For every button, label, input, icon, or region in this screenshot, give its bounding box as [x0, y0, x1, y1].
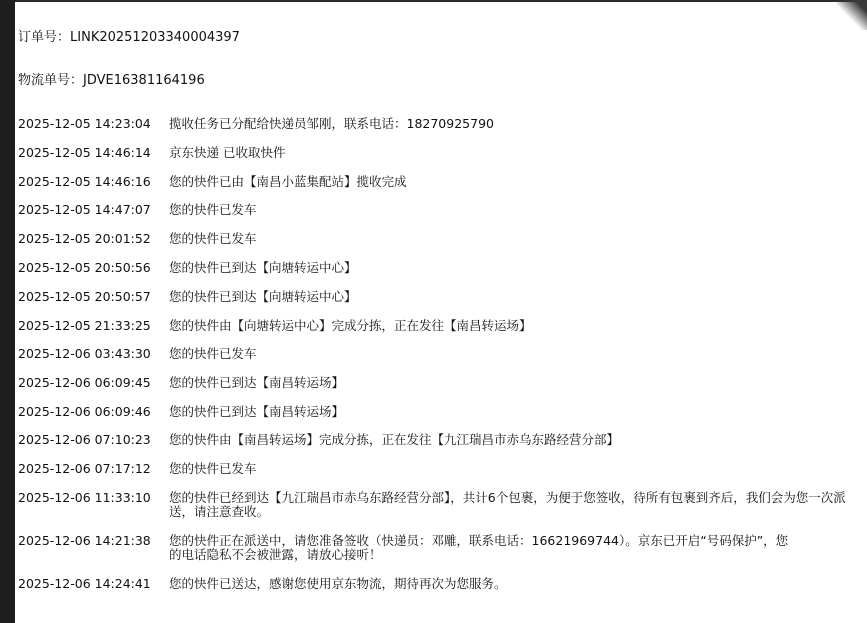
left-background-strip	[0, 0, 15, 623]
order-number-line	[18, 30, 240, 46]
tracking-description: 您的快件已发车	[169, 346, 257, 361]
window-corner-shadow	[837, 0, 867, 30]
tracking-time: 2025-12-06 06:09:45	[18, 375, 151, 390]
tracking-time: 2025-12-05 14:23:04	[18, 116, 151, 131]
tracking-time: 2025-12-05 14:47:07	[18, 202, 151, 217]
tracking-time: 2025-12-06 07:10:23	[18, 432, 151, 447]
tracking-description: 您的快件已到达【南昌转运场】	[169, 375, 345, 390]
tracking-description: 您的快件正在派送中，请您准备签收（快递员：邓雕，联系电话：16621969744）。京东已开启“号码保护”，您的电话隐私不会被泄露，请放心接听！	[169, 533, 789, 562]
tracking-number-label: 物流单号：	[18, 73, 84, 88]
tracking-number-line	[18, 73, 205, 89]
tracking-time: 2025-12-05 20:01:52	[18, 231, 151, 246]
tracking-time: 2025-12-06 11:33:10	[18, 490, 151, 505]
tracking-time: 2025-12-06 03:43:30	[18, 346, 151, 361]
tracking-time: 2025-12-05 14:46:14	[18, 145, 151, 160]
tracking-description: 您的快件已到达【南昌转运场】	[169, 404, 345, 419]
tracking-time: 2025-12-06 06:09:46	[18, 404, 151, 419]
tracking-description: 您的快件已发车	[169, 202, 257, 217]
tracking-time: 2025-12-05 14:46:16	[18, 174, 151, 189]
tracking-description: 您的快件由【南昌转运场】完成分拣，正在发往【九江瑞昌市赤乌东路经营分部】	[169, 432, 620, 447]
partial-icon	[2, 212, 12, 222]
tracking-description: 您的快件已到达【向塘转运中心】	[169, 260, 357, 275]
tracking-description: 您的快件已到达【向塘转运中心】	[169, 289, 357, 304]
tracking-description: 京东快递 已收取快件	[169, 145, 286, 160]
window-top-border	[0, 0, 867, 2]
tracking-number-value: JDVE16381164196	[83, 73, 205, 88]
tracking-time: 2025-12-05 21:33:25	[18, 318, 151, 333]
tracking-description: 您的快件已经到达【九江瑞昌市赤乌东路经营分部】，共计6个包裹，为便于您签收，待所有包裹到齐后，我们会为您一次派送，请注意查收。	[169, 490, 846, 519]
tracking-description: 揽收任务已分配给快递员邹刚，联系电话：18270925790	[169, 116, 494, 131]
tracking-description: 您的快件由【向塘转运中心】完成分拣，正在发往【南昌转运场】	[169, 318, 532, 333]
partial-icon	[2, 340, 12, 350]
tracking-time: 2025-12-05 20:50:57	[18, 289, 151, 304]
tracking-time: 2025-12-05 20:50:56	[18, 260, 151, 275]
tracking-description: 您的快件已发车	[169, 461, 257, 476]
tracking-description: 您的快件已送达，感谢您使用京东物流，期待再次为您服务。	[169, 576, 507, 591]
tracking-description: 您的快件已由【南昌小蓝集配站】揽收完成	[169, 174, 407, 189]
tracking-time: 2025-12-06 07:17:12	[18, 461, 151, 476]
tracking-description: 您的快件已发车	[169, 231, 257, 246]
order-number-value: LINK20251203340004397	[70, 30, 240, 45]
tracking-time: 2025-12-06 14:21:38	[18, 533, 151, 548]
tracking-time: 2025-12-06 14:24:41	[18, 576, 151, 591]
order-number-label: 订单号：	[18, 30, 71, 45]
